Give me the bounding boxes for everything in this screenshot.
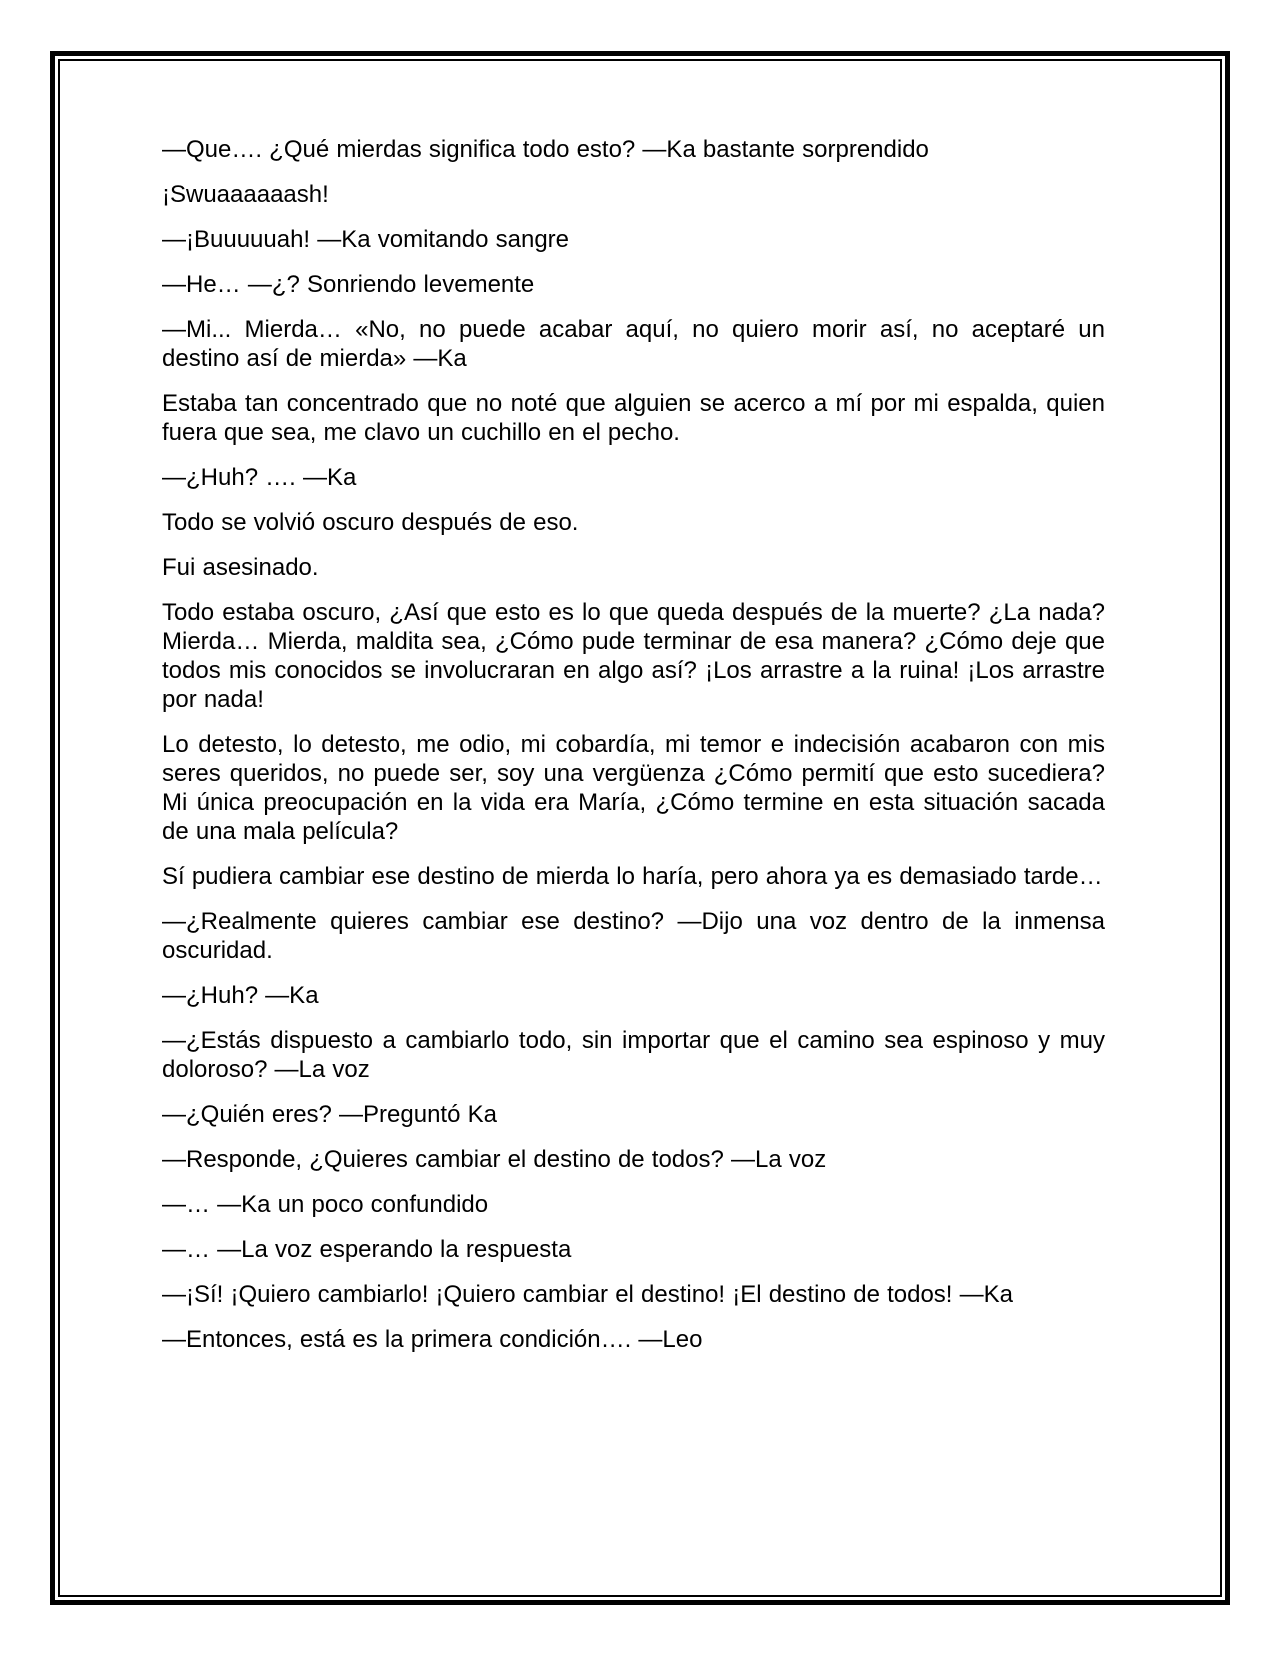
paragraph: —¡Buuuuuah! —Ka vomitando sangre bbox=[162, 226, 570, 253]
paragraph: Sí pudiera cambiar ese destino de mierda lo haría, pero ahora ya es demasiado tarde… bbox=[162, 863, 1103, 890]
paragraph: —Que…. ¿Qué mierdas significa todo esto? —Ka bastante sorprendido bbox=[162, 136, 929, 163]
paragraph: —¿Realmente quieres cambiar ese destino? —Dijo una voz dentro de la inmensa oscuridad. bbox=[162, 908, 1105, 964]
paragraph: —He… —¿? Sonriendo levemente bbox=[162, 271, 535, 298]
paragraph: Lo detesto, lo detesto, me odio, mi cobardía, mi temor e indecisión acabaron con mis seres queridos, no puede ser, soy una vergüenza ¿Cómo permití que esto sucediera? Mi única preocupación en la vida era María, ¿Cómo termine en esta situación sacada de una mala película? bbox=[162, 731, 1105, 845]
paragraph: Fui asesinado. bbox=[162, 554, 319, 581]
paragraph: —¿Estás dispuesto a cambiarlo todo, sin importar que el camino sea espinoso y muy doloroso? —La voz bbox=[162, 1027, 1105, 1083]
paragraph: —… —Ka un poco confundido bbox=[162, 1191, 489, 1218]
paragraph: Todo estaba oscuro, ¿Así que esto es lo que queda después de la muerte? ¿La nada? Mierda… Mierda, maldita sea, ¿Cómo pude terminar de esa manera? ¿Cómo deje que todos mis conocidos se involucraran en algo así? ¡Los arrastre a la ruina! ¡Los arrastre por nada! bbox=[162, 599, 1105, 713]
paragraph: Estaba tan concentrado que no noté que alguien se acerco a mí por mi espalda, quien fuera que sea, me clavo un cuchillo en el pecho. bbox=[162, 390, 1105, 446]
paragraph: ¡Swuaaaaaash! bbox=[162, 181, 329, 208]
paragraph: Todo se volvió oscuro después de eso. bbox=[162, 509, 579, 536]
page-border-frame bbox=[50, 51, 1230, 1605]
paragraph: —Mi... Mierda… «No, no puede acabar aquí, no quiero morir así, no aceptaré un destino así de mierda» —Ka bbox=[162, 316, 1105, 372]
paragraph: —¿Quién eres? —Preguntó Ka bbox=[162, 1101, 497, 1128]
paragraph: —… —La voz esperando la respuesta bbox=[162, 1236, 572, 1263]
paragraph: —¡Sí! ¡Quiero cambiarlo! ¡Quiero cambiar el destino! ¡El destino de todos! —Ka bbox=[162, 1281, 1013, 1308]
paragraph: —¿Huh? —Ka bbox=[162, 982, 319, 1009]
document-body bbox=[60, 61, 1220, 1595]
paragraph: —Entonces, está es la primera condición…. —Leo bbox=[162, 1326, 703, 1353]
paragraph: —¿Huh? …. —Ka bbox=[162, 464, 357, 491]
page-border-inner-line bbox=[58, 59, 1222, 1597]
paragraph: —Responde, ¿Quieres cambiar el destino de todos? —La voz bbox=[162, 1146, 827, 1173]
